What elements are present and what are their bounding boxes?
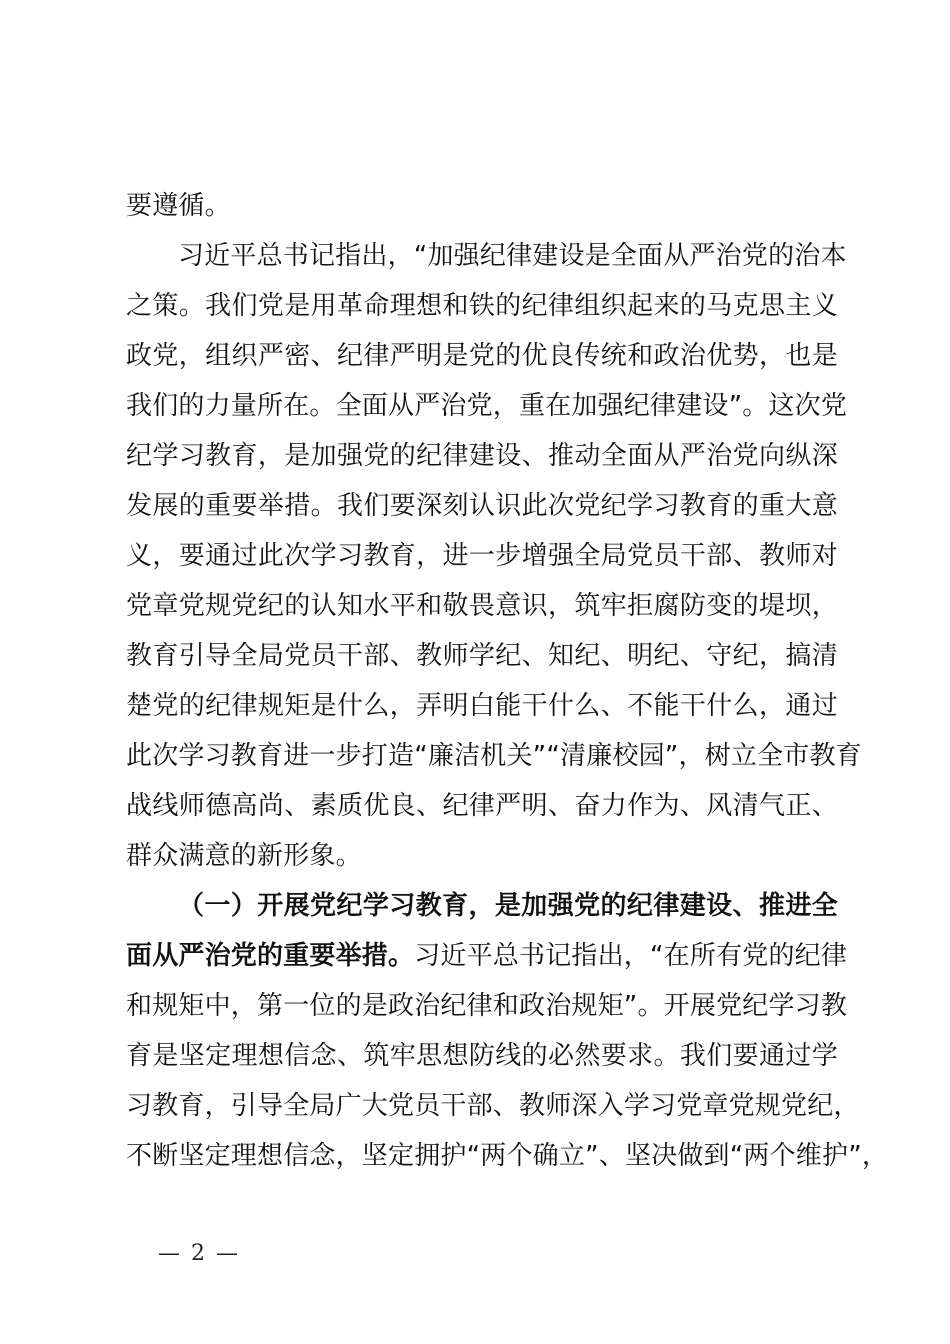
text-line: 发展的重要举措。我们要深刻认识此次党纪学习教育的重大意 [126,491,838,521]
text-line: 教育引导全局党员干部、教师学纪、知纪、明纪、守纪，搞清 [126,641,838,671]
section-heading: （一）开展党纪学习教育，是加强党的纪律建设、推进全 [178,891,838,921]
page-number: — 2 — [158,1241,240,1266]
text-line: 党章党规党纪的认知水平和敬畏意识，筑牢拒腐防变的堤坝， [126,591,838,621]
text-line: 政党，组织严密、纪律严明是党的优良传统和政治优势，也是 [126,341,838,371]
text-line: 义，要通过此次学习教育，进一步增强全局党员干部、教师对 [126,541,838,571]
text-line: 我们的力量所在。全面从严治党，重在加强纪律建设”。这次党 [126,391,848,421]
section-heading-continuation [126,931,848,981]
text-line: 不断坚定理想信念，坚定拥护“两个确立”、坚决做到“两个维护”， [126,1141,889,1171]
text-line: 此次学习教育进一步打造“廉洁机关”“清廉校园”，树立全市教育 [126,741,862,771]
section-heading-end: 面从严治党的重要举措。 [126,941,415,971]
text-line: 习教育，引导全局广大党员干部、教师深入学习党章党规党纪， [126,1091,860,1121]
text-line: 和规矩中，第一位的是政治纪律和政治规矩”。开展党纪学习教 [126,991,848,1021]
text-line: 战线师德高尚、素质优良、纪律严明、奋力作为、风清气正、 [126,791,838,821]
text-line: 群众满意的新形象。 [126,841,362,871]
text-line: 之策。我们党是用革命理想和铁的纪律组织起来的马克思主义 [126,291,838,321]
section-text: 习近平总书记指出，“在所有党的纪律 [414,941,848,971]
text-line: 楚党的纪律规矩是什么，弄明白能干什么、不能干什么，通过 [126,691,838,721]
text-line: 要遵循。 [126,191,231,221]
paragraph-start-line: 习近平总书记指出，“加强纪律建设是全面从严治党的治本 [178,241,847,271]
text-line: 育是坚定理想信念、筑牢思想防线的必然要求。我们要通过学 [126,1041,838,1071]
text-line: 纪学习教育，是加强党的纪律建设、推动全面从严治党向纵深 [126,441,838,471]
